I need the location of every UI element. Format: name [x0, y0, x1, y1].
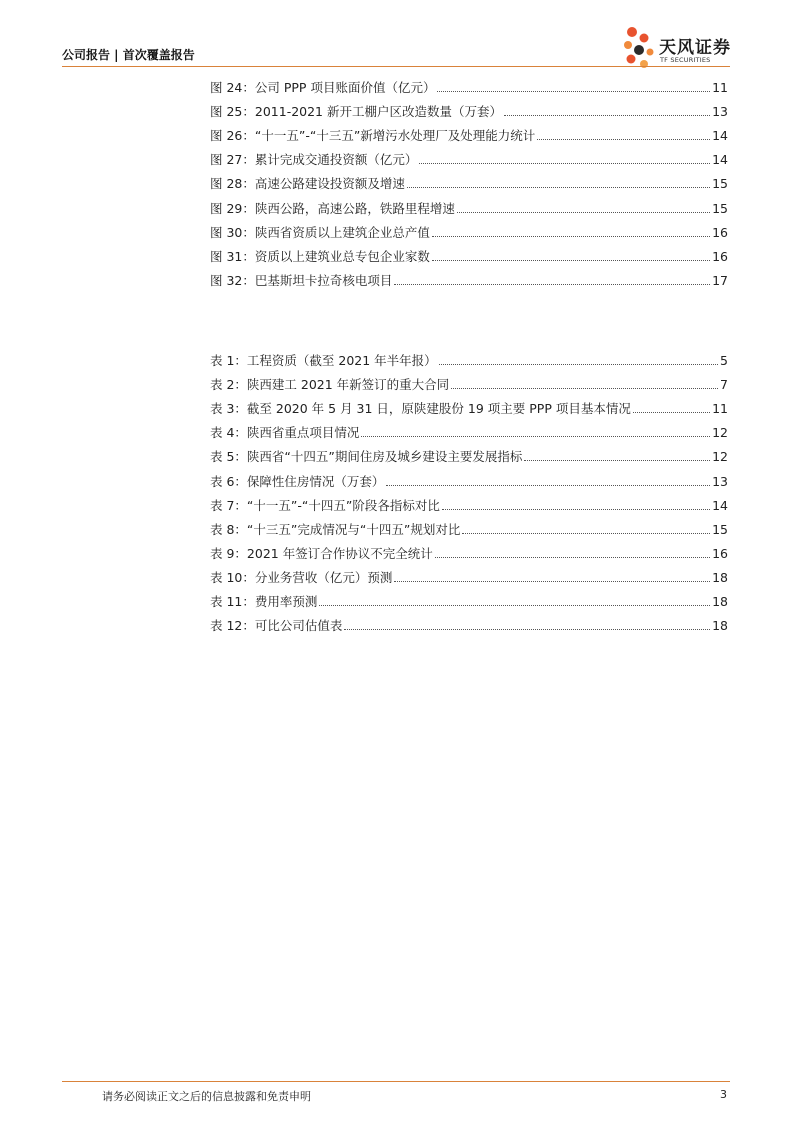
figure-toc-item-label: 图 29：陕西公路，高速公路，铁路里程增速 [210, 200, 455, 216]
table-toc-item[interactable] [210, 586, 728, 610]
dot-leader [524, 460, 710, 461]
table-toc-item-label: 表 7：“十一五”-“十四五”阶段各指标对比 [210, 497, 440, 513]
figure-toc-item-page: 15 [712, 200, 728, 216]
table-toc-item[interactable] [210, 514, 728, 538]
footer-divider [62, 1081, 730, 1082]
figure-toc-item[interactable] [210, 241, 728, 265]
table-toc-item[interactable] [210, 393, 728, 417]
table-toc-item[interactable] [210, 490, 728, 514]
dot-leader [437, 91, 710, 92]
figure-toc-item[interactable] [210, 96, 728, 120]
table-toc-item-page: 11 [712, 401, 728, 417]
figure-toc-item-page: 13 [712, 104, 728, 120]
table-toc-item-label: 表 5：陕西省“十四五”期间住房及城乡建设主要发展指标 [210, 449, 523, 465]
table-toc-item[interactable] [210, 441, 728, 465]
dot-leader [439, 364, 718, 365]
dot-leader [537, 139, 710, 140]
dot-leader [361, 436, 710, 437]
figure-toc-item[interactable] [210, 168, 728, 192]
table-toc-item-page: 18 [712, 594, 728, 610]
table-toc-item-page: 18 [712, 618, 728, 634]
table-toc-item-label: 表 8：“十三五”完成情况与“十四五”规划对比 [210, 521, 461, 537]
figure-toc-item-page: 17 [712, 272, 728, 288]
table-toc-item-label: 表 1：工程资质（截至 2021 年半年报） [210, 353, 437, 369]
figure-toc-item-page: 16 [712, 224, 728, 240]
table-list [210, 345, 728, 634]
figure-list [210, 72, 728, 289]
dot-leader [633, 412, 710, 413]
table-toc-item-label: 表 9：2021 年签订合作协议不完全统计 [210, 545, 433, 561]
table-toc-item[interactable] [210, 610, 728, 634]
figure-toc-item-page: 16 [712, 248, 728, 264]
table-toc-item[interactable] [210, 538, 728, 562]
table-toc-item-page: 12 [712, 449, 728, 465]
table-toc-item-page: 13 [712, 473, 728, 489]
figure-toc-item[interactable] [210, 192, 728, 216]
figure-toc-item[interactable] [210, 72, 728, 96]
table-toc-item-label: 表 2：陕西建工 2021 年新签订的重大合同 [210, 377, 450, 393]
figure-toc-item[interactable] [210, 217, 728, 241]
table-toc-item-label: 表 10：分业务营收（亿元）预测 [210, 569, 393, 585]
figure-toc-item-label: 图 26：“十一五”-“十三五”新增污水处理厂及处理能力统计 [210, 128, 536, 144]
figure-toc-item-page: 11 [712, 80, 728, 96]
figure-toc-item-label: 图 28：高速公路建设投资额及增速 [210, 176, 405, 192]
footer-disclaimer: 请务必阅读正文之后的信息披露和免责申明 [102, 1090, 311, 1103]
figure-toc-item-label: 图 31：资质以上建筑业总专包企业家数 [210, 248, 430, 264]
figure-toc-item-page: 15 [712, 176, 728, 192]
table-toc-item-label: 表 4：陕西省重点项目情况 [210, 425, 360, 441]
table-toc-item-label: 表 3：截至 2020 年 5 月 31 日，原陕建股份 19 项主要 PPP 项目基本情况 [210, 401, 631, 417]
table-toc-item-page: 15 [712, 521, 728, 537]
dot-leader [419, 163, 710, 164]
dot-leader [386, 485, 710, 486]
table-toc-item[interactable] [210, 562, 728, 586]
dot-leader [344, 629, 710, 630]
figure-toc-item-page: 14 [712, 152, 728, 168]
table-toc-item-label: 表 6：保障性住房情况（万套） [210, 473, 385, 489]
figure-toc-item[interactable] [210, 120, 728, 144]
dot-leader [407, 187, 710, 188]
table-toc-item-page: 14 [712, 497, 728, 513]
footer-page-number: 3 [720, 1088, 727, 1101]
dot-leader [432, 236, 710, 237]
logo-petal-icon [622, 24, 656, 70]
report-type-header: 公司报告 | 首次覆盖报告 [62, 48, 195, 62]
dot-leader [394, 284, 710, 285]
table-toc-item-page: 12 [712, 425, 728, 441]
table-toc-item-page: 16 [712, 545, 728, 561]
figure-toc-item[interactable] [210, 265, 728, 289]
dot-leader [504, 115, 710, 116]
figure-toc-item-label: 图 27：累计完成交通投资额（亿元） [210, 152, 418, 168]
dot-leader [442, 509, 710, 510]
table-toc-item-label: 表 11：费用率预测 [210, 594, 318, 610]
table-toc-item-page: 18 [712, 569, 728, 585]
figure-toc-item-label: 图 30：陕西省资质以上建筑企业总产值 [210, 224, 430, 240]
header-divider [62, 66, 730, 67]
table-toc-item-label: 表 12：可比公司估值表 [210, 618, 343, 634]
dot-leader [457, 212, 710, 213]
table-toc-item[interactable] [210, 465, 728, 489]
table-toc-item[interactable] [210, 345, 728, 369]
dot-leader [432, 260, 710, 261]
table-toc-item[interactable] [210, 369, 728, 393]
dot-leader [319, 605, 710, 606]
table-toc-item[interactable] [210, 417, 728, 441]
tf-securities-logo [622, 24, 734, 70]
dot-leader [394, 581, 710, 582]
figure-toc-item[interactable] [210, 144, 728, 168]
dot-leader [462, 533, 710, 534]
figure-toc-item-label: 图 25：2011-2021 新开工棚户区改造数量（万套） [210, 104, 502, 120]
figure-toc-item-label: 图 32：巴基斯坦卡拉奇核电项目 [210, 272, 393, 288]
dot-leader [435, 557, 710, 558]
figure-toc-item-page: 14 [712, 128, 728, 144]
logo-chinese-name: 天风证券 [659, 38, 731, 58]
logo-english-name: TF SECURITIES [660, 56, 711, 64]
dot-leader [451, 388, 718, 389]
figure-toc-item-label: 图 24：公司 PPP 项目账面价值（亿元） [210, 80, 436, 96]
table-toc-item-page: 5 [720, 353, 728, 369]
table-toc-item-page: 7 [720, 377, 728, 393]
